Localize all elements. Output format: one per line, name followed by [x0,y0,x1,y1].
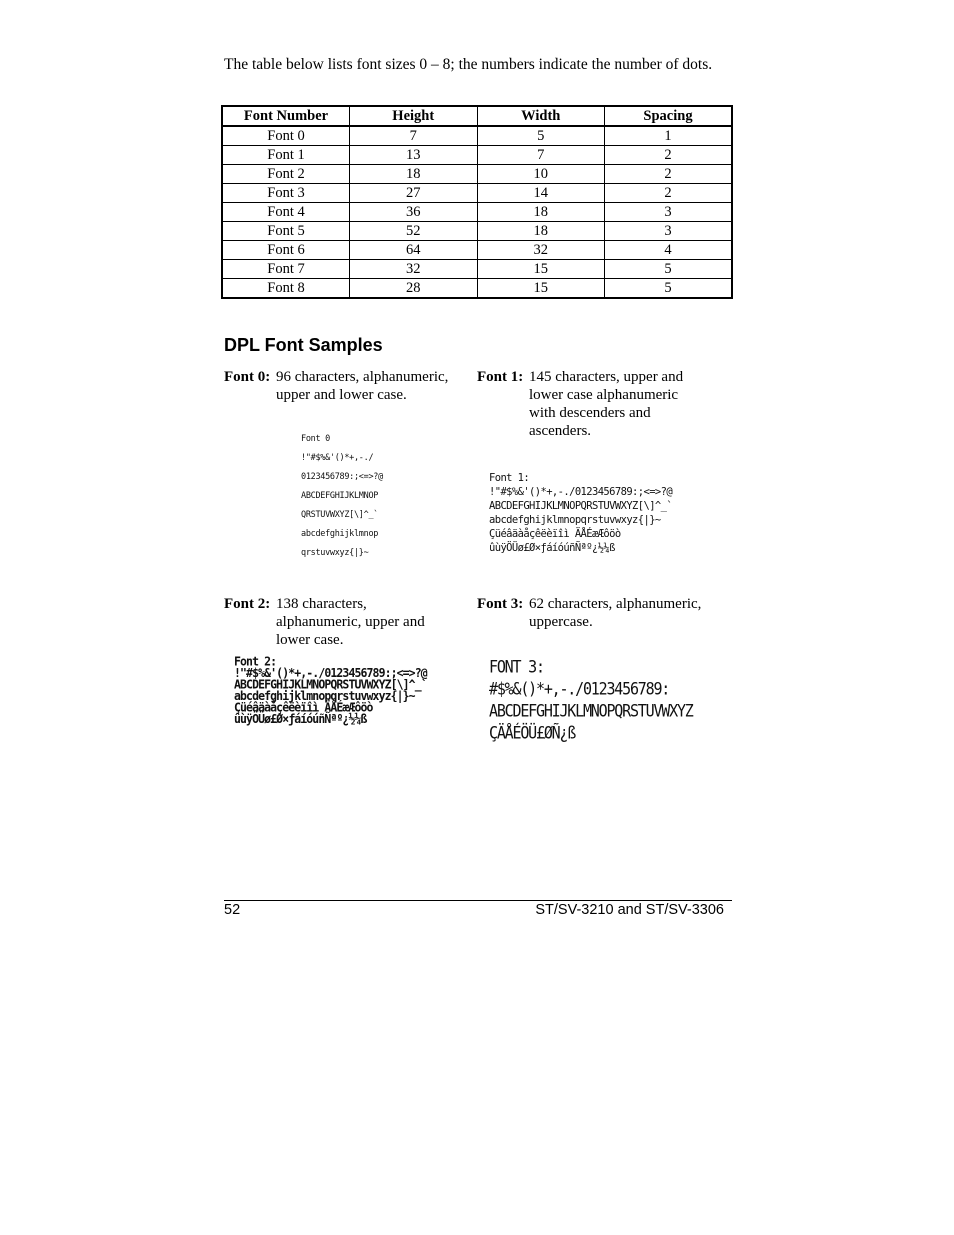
font-description-text: 62 characters, alphanumeric, uppercase. [529,596,702,630]
footer-model: ST/SV-3210 and ST/SV-3306 [535,902,724,918]
table-cell: 27 [350,184,478,203]
table-cell: 2 [605,165,733,184]
column-header: Spacing [605,106,733,126]
table-row [222,146,732,165]
font-description-text: 145 characters, upper and lower case alphanumeric with descenders and ascenders. [529,369,684,439]
font-label: Font 1: [477,369,524,385]
sample-line: ABCDEFGHIJKLMNOPQRSTUVWXYZ [489,701,693,721]
sample-line: ÇÄÅÉÖÜ£ØÑ¿ß [489,723,576,743]
table-cell: 10 [477,165,605,184]
sample-line: Font 2: [234,653,277,669]
font-1-description [477,368,717,440]
section-title: DPL Font Samples [224,335,383,355]
sample-line: Çüéâäàåçêëèïîì ÄÅÉæÆôöò [489,528,621,540]
table-row [222,126,732,146]
font-description-text: 96 characters, alphanumeric, upper and lower case. [276,369,449,403]
table-row [222,241,732,260]
sample-line: ûùÿÖÜø£Ø×ƒáíóúñÑªº¿½¼ß [489,542,615,554]
sample-line: ABCDEFGHIJKLMNOPQRSTUVWXYZ[\]^_` [234,677,427,692]
sample-line: Font 0 [301,434,330,444]
table-cell: 32 [350,260,478,279]
font-size-table [221,105,733,299]
table-cell: 5 [605,279,733,299]
table-cell: 15 [477,260,605,279]
table-cell: Font 3 [222,184,350,203]
column-header: Font Number [222,106,350,126]
column-header: Height [350,106,478,126]
table-row [222,165,732,184]
font-0-description [224,368,464,404]
sample-line: abcdefghijklmnopqrstuvwxyz{|}~ [489,514,661,526]
table-row [222,203,732,222]
font-label: Font 2: [224,596,271,612]
table-cell: 5 [477,126,605,146]
sample-line: ABCDEFGHIJKLMNOP [301,491,379,501]
font-label: Font 0: [224,369,271,385]
table-row [222,222,732,241]
table-cell: 1 [605,126,733,146]
table-cell: Font 1 [222,146,350,165]
sample-line: 0123456789:;<=>?@ [301,472,383,482]
font-2-sample [234,653,427,727]
table-cell: Font 2 [222,165,350,184]
font-0-sample [301,430,383,563]
table-cell: 18 [477,222,605,241]
table-body [222,126,732,298]
table-row [222,260,732,279]
table-cell: 7 [477,146,605,165]
sample-line: FONT 3: [489,657,544,677]
sample-line: abcdefghijklmnop [301,529,379,539]
table-cell: 13 [350,146,478,165]
sample-line: #$%&()*+,-./0123456789: [489,679,670,699]
font-label: Font 3: [477,596,524,612]
sample-line: !"#$%&'()*+,-./ [301,453,374,463]
page-number: 52 [224,902,241,918]
table-cell: 36 [350,203,478,222]
table-cell: 52 [350,222,478,241]
sample-line: ûùÿÖÜø£Ø×ƒáíóúñÑªº¿½¼ß [234,711,367,727]
table-row [222,279,732,299]
table-row [222,184,732,203]
font-description-text: 138 characters, alphanumeric, upper and lower case. [276,596,425,648]
footer-rule [224,900,732,901]
table-cell: 3 [605,203,733,222]
font-1-sample [489,471,672,555]
table-cell: Font 6 [222,241,350,260]
table-cell: Font 7 [222,260,350,279]
sample-line: QRSTUVWXYZ[\]^_` [301,510,379,520]
font-3-sample [489,656,693,744]
table-cell: 2 [605,146,733,165]
intro-paragraph: The table below lists font sizes 0 – 8; the numbers indicate the number of dots. [224,56,713,73]
sample-line: ABCDEFGHIJKLMNOPQRSTUVWXYZ[\]^_` [489,500,673,512]
table-cell: Font 8 [222,279,350,299]
sample-line: !"#$%&'()*+,-./0123456789:;<=>?@ [489,486,673,498]
table-cell: 2 [605,184,733,203]
table-cell: Font 4 [222,203,350,222]
sample-line: abcdefghijklmnopqrstuvwxyz{|}~ [234,688,415,704]
table-cell: 64 [350,241,478,260]
table-cell: 3 [605,222,733,241]
table-cell: 32 [477,241,605,260]
table-cell: 4 [605,241,733,260]
table-cell: 5 [605,260,733,279]
sample-line: Çüéâäàåçêëèïîì ÄÅÉæÆôöò [234,700,373,715]
sample-line: Font 1: [489,472,530,484]
table-cell: 18 [477,203,605,222]
font-2-description [224,595,464,649]
table-cell: 14 [477,184,605,203]
table-cell: 28 [350,279,478,299]
table-header-row [222,106,732,126]
column-header: Width [477,106,605,126]
table-cell: 15 [477,279,605,299]
table-cell: 18 [350,165,478,184]
table-cell: Font 5 [222,222,350,241]
sample-line: !"#$%&'()*+,-./0123456789:;<=>?@ [234,665,427,681]
table-cell: Font 0 [222,126,350,146]
font-3-description [477,595,727,631]
sample-line: qrstuvwxyz{|}~ [301,548,369,558]
table-cell: 7 [350,126,478,146]
